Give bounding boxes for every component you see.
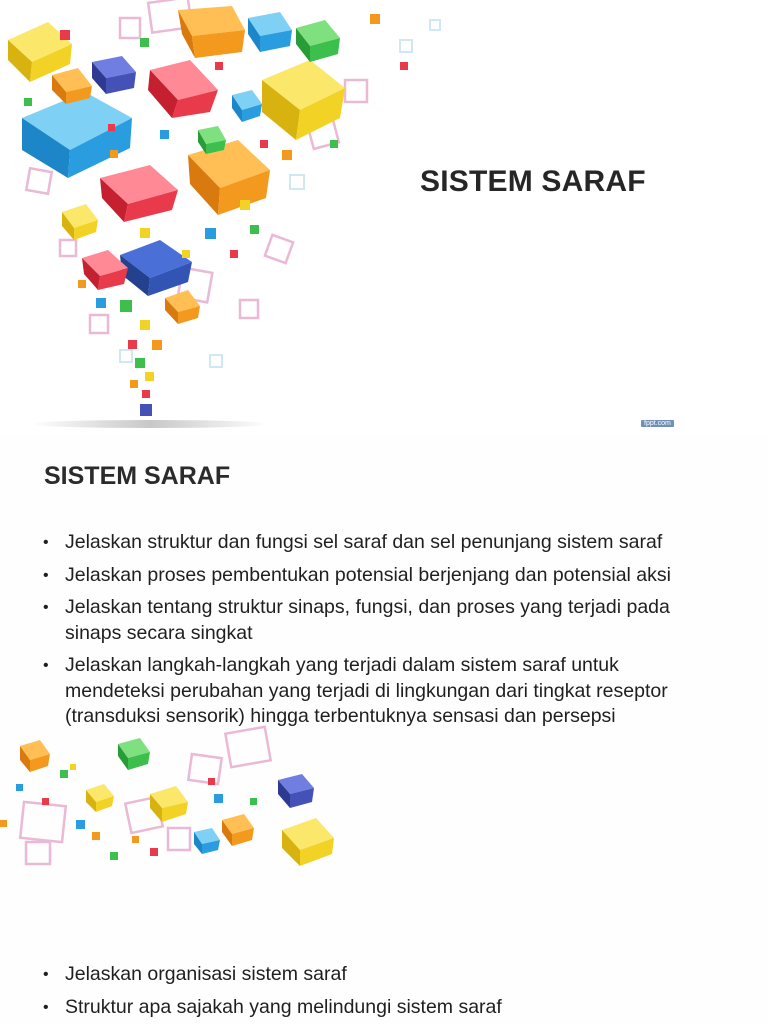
bullet-dot: • <box>43 566 49 584</box>
bullet-dot: • <box>43 998 49 1016</box>
bullet-item: • Jelaskan tentang struktur sinaps, fungsi, dan proses yang terjadi pada sinaps secara singkat <box>43 596 670 644</box>
bullet-dot: • <box>43 657 49 674</box>
title-slide <box>0 0 768 434</box>
content-slide-2 <box>0 868 768 1024</box>
bullet-item: • Jelaskan organisasi sistem saraf <box>40 962 720 988</box>
bullet-dot: • <box>43 534 49 551</box>
bullet-item: • Jelaskan langkah-langkah yang terjadi dalam sistem saraf untuk mendeteksi perubahan yang terjadi di lingkungan dari tingkat reseptor (transduksi sensorik) hingga terbentuknya sensasi dan persepsi <box>43 654 668 727</box>
bullet-item: • Jelaskan struktur dan fungsi sel saraf dan sel penunjang sistem saraf <box>40 530 720 556</box>
bullet-item: • Struktur apa sajakah yang melindungi sistem saraf <box>40 995 720 1021</box>
bullet-list <box>40 962 720 1024</box>
bullet-dot: • <box>43 599 49 616</box>
colorful-cubes-decoration-bottom <box>0 724 360 868</box>
slide-title: SISTEM SARAF <box>44 462 231 490</box>
bullet-item: • Jelaskan proses pembentukan potensial berjenjang dan potensial aksi <box>40 563 720 589</box>
slide-title: SISTEM SARAF <box>420 165 646 198</box>
bullet-list <box>40 530 720 737</box>
bullet-dot: • <box>43 966 49 983</box>
content-slide-1 <box>0 434 768 868</box>
fppt-watermark: fppt.com <box>641 420 674 427</box>
colorful-cubes-illustration <box>0 0 460 434</box>
